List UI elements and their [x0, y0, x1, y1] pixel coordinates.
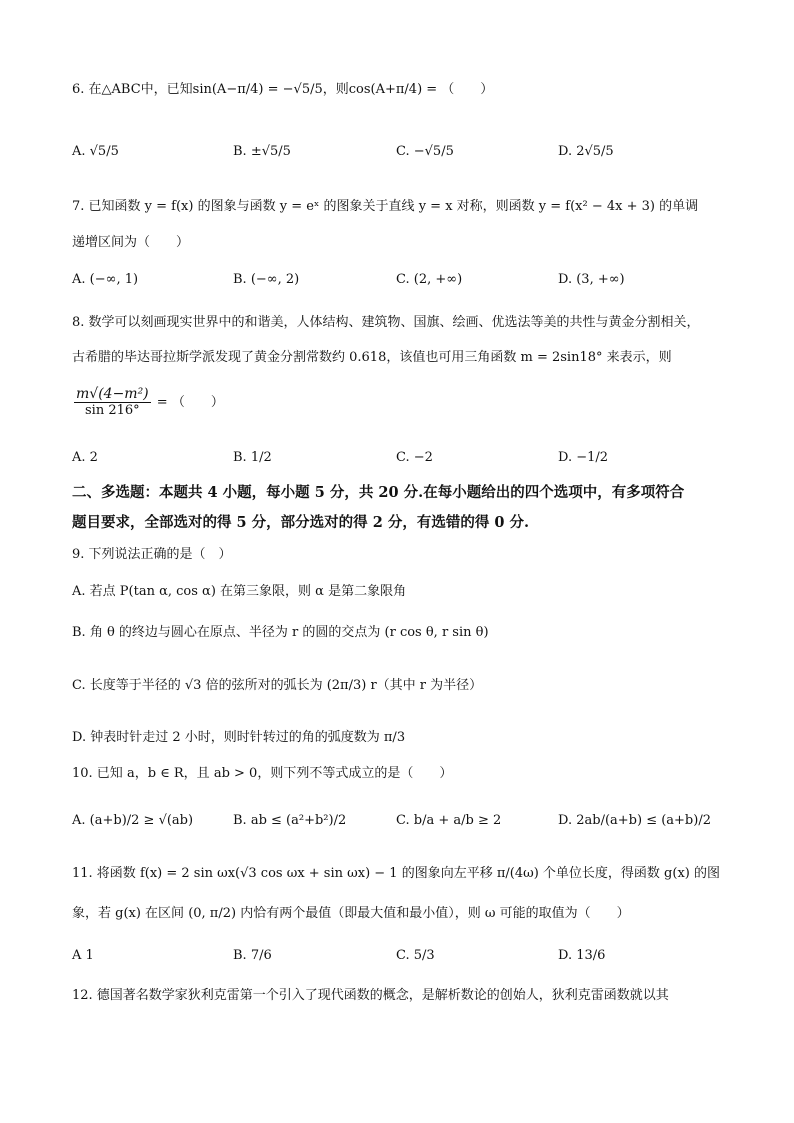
question-9-option-d: D. 钟表时针走过 2 小时，则时针转过的角的弧度数为 π/3 — [72, 730, 406, 745]
question-7-option-a: A. (−∞, 1) — [72, 272, 139, 287]
question-9-option-b: B. 角 θ 的终边与圆心在原点、半径为 r 的圆的交点为 (r cos θ, r sin θ) — [72, 625, 489, 640]
question-8-expression-tail: = （ ） — [156, 395, 224, 410]
question-6-option-b: B. ±√5/5 — [233, 144, 291, 159]
question-11-option-d: D. 13/6 — [558, 948, 606, 963]
question-10-option-a: A. (a+b)/2 ≥ √(ab) — [72, 813, 194, 828]
question-11-stem: 11. 将函数 f(x) = 2 sin ωx(√3 cos ωx + sin ωx) − 1 的图象向左平移 π/(4ω) 个单位长度，得函数 g(x) 的图 — [72, 866, 720, 881]
question-11-option-b: B. 7/6 — [233, 948, 272, 963]
question-8-fraction-denominator: sin 216° — [85, 403, 140, 418]
question-7-option-d: D. (3, +∞) — [558, 272, 625, 287]
question-10-option-d: D. 2ab/(a+b) ≤ (a+b)/2 — [558, 813, 711, 828]
question-9-option-a: A. 若点 P(tan α, cos α) 在第三象限，则 α 是第二象限角 — [72, 584, 407, 599]
section-2-heading-line2: 题目要求，全部选对的得 5 分，部分选对的得 2 分，有选错的得 0 分. — [72, 514, 530, 531]
question-7-option-b: B. (−∞, 2) — [233, 272, 300, 287]
question-8-stem-cont: 古希腊的毕达哥拉斯学派发现了黄金分割常数约 0.618，该值也可用三角函数 m = 2sin18° 来表示，则 — [72, 350, 672, 365]
question-7-stem-cont: 递增区间为（ ） — [72, 235, 190, 250]
question-6-stem: 6. 在△ABC中，已知sin(A−π/4) = −√5/5，则cos(A+π/4) = （ ） — [72, 82, 494, 97]
question-8-option-c: C. −2 — [396, 450, 433, 465]
question-9-option-c: C. 长度等于半径的 √3 倍的弦所对的弧长为 (2π/3) r（其中 r 为半径） — [72, 678, 483, 693]
question-8-option-b: B. 1/2 — [233, 450, 272, 465]
question-8-fraction — [74, 386, 151, 419]
question-7-stem: 7. 已知函数 y = f(x) 的图象与函数 y = eˣ 的图象关于直线 y = x 对称，则函数 y = f(x² − 4x + 3) 的单调 — [72, 199, 699, 214]
question-6-option-c: C. −√5/5 — [396, 144, 454, 159]
section-2-heading-line1: 二、多选题：本题共 4 小题，每小题 5 分，共 20 分.在每小题给出的四个选项中，有多项符合 — [72, 484, 685, 501]
question-8-expression — [72, 386, 224, 419]
question-7-option-c: C. (2, +∞) — [396, 272, 463, 287]
question-9-stem: 9. 下列说法正确的是（ ） — [72, 547, 232, 562]
question-8-stem: 8. 数学可以刻画现实世界中的和谐美，人体结构、建筑物、国旗、绘画、优选法等美的共性与黄金分割相关， — [72, 315, 700, 330]
question-8-option-d: D. −1/2 — [558, 450, 609, 465]
question-12-stem: 12. 德国著名数学家狄利克雷第一个引入了现代函数的概念，是解析数论的创始人，狄利克雷函数就以其 — [72, 988, 669, 1003]
question-10-option-b: B. ab ≤ (a²+b²)/2 — [233, 813, 347, 828]
question-8-fraction-numerator: m√(4−m²) — [76, 386, 149, 402]
question-11-option-c: C. 5/3 — [396, 948, 435, 963]
question-6-option-d: D. 2√5/5 — [558, 144, 614, 159]
question-6-option-a: A. √5/5 — [72, 144, 119, 159]
question-11-option-a: A 1 — [72, 948, 94, 963]
question-11-stem-cont: 象，若 g(x) 在区间 (0, π/2) 内恰有两个最值（即最大值和最小值），则 ω 可能的取值为（ ） — [72, 906, 630, 921]
question-10-option-c: C. b/a + a/b ≥ 2 — [396, 813, 502, 828]
question-10-stem: 10. 已知 a，b ∈ R，且 ab > 0，则下列不等式成立的是（ ） — [72, 766, 453, 781]
question-8-option-a: A. 2 — [72, 450, 98, 465]
